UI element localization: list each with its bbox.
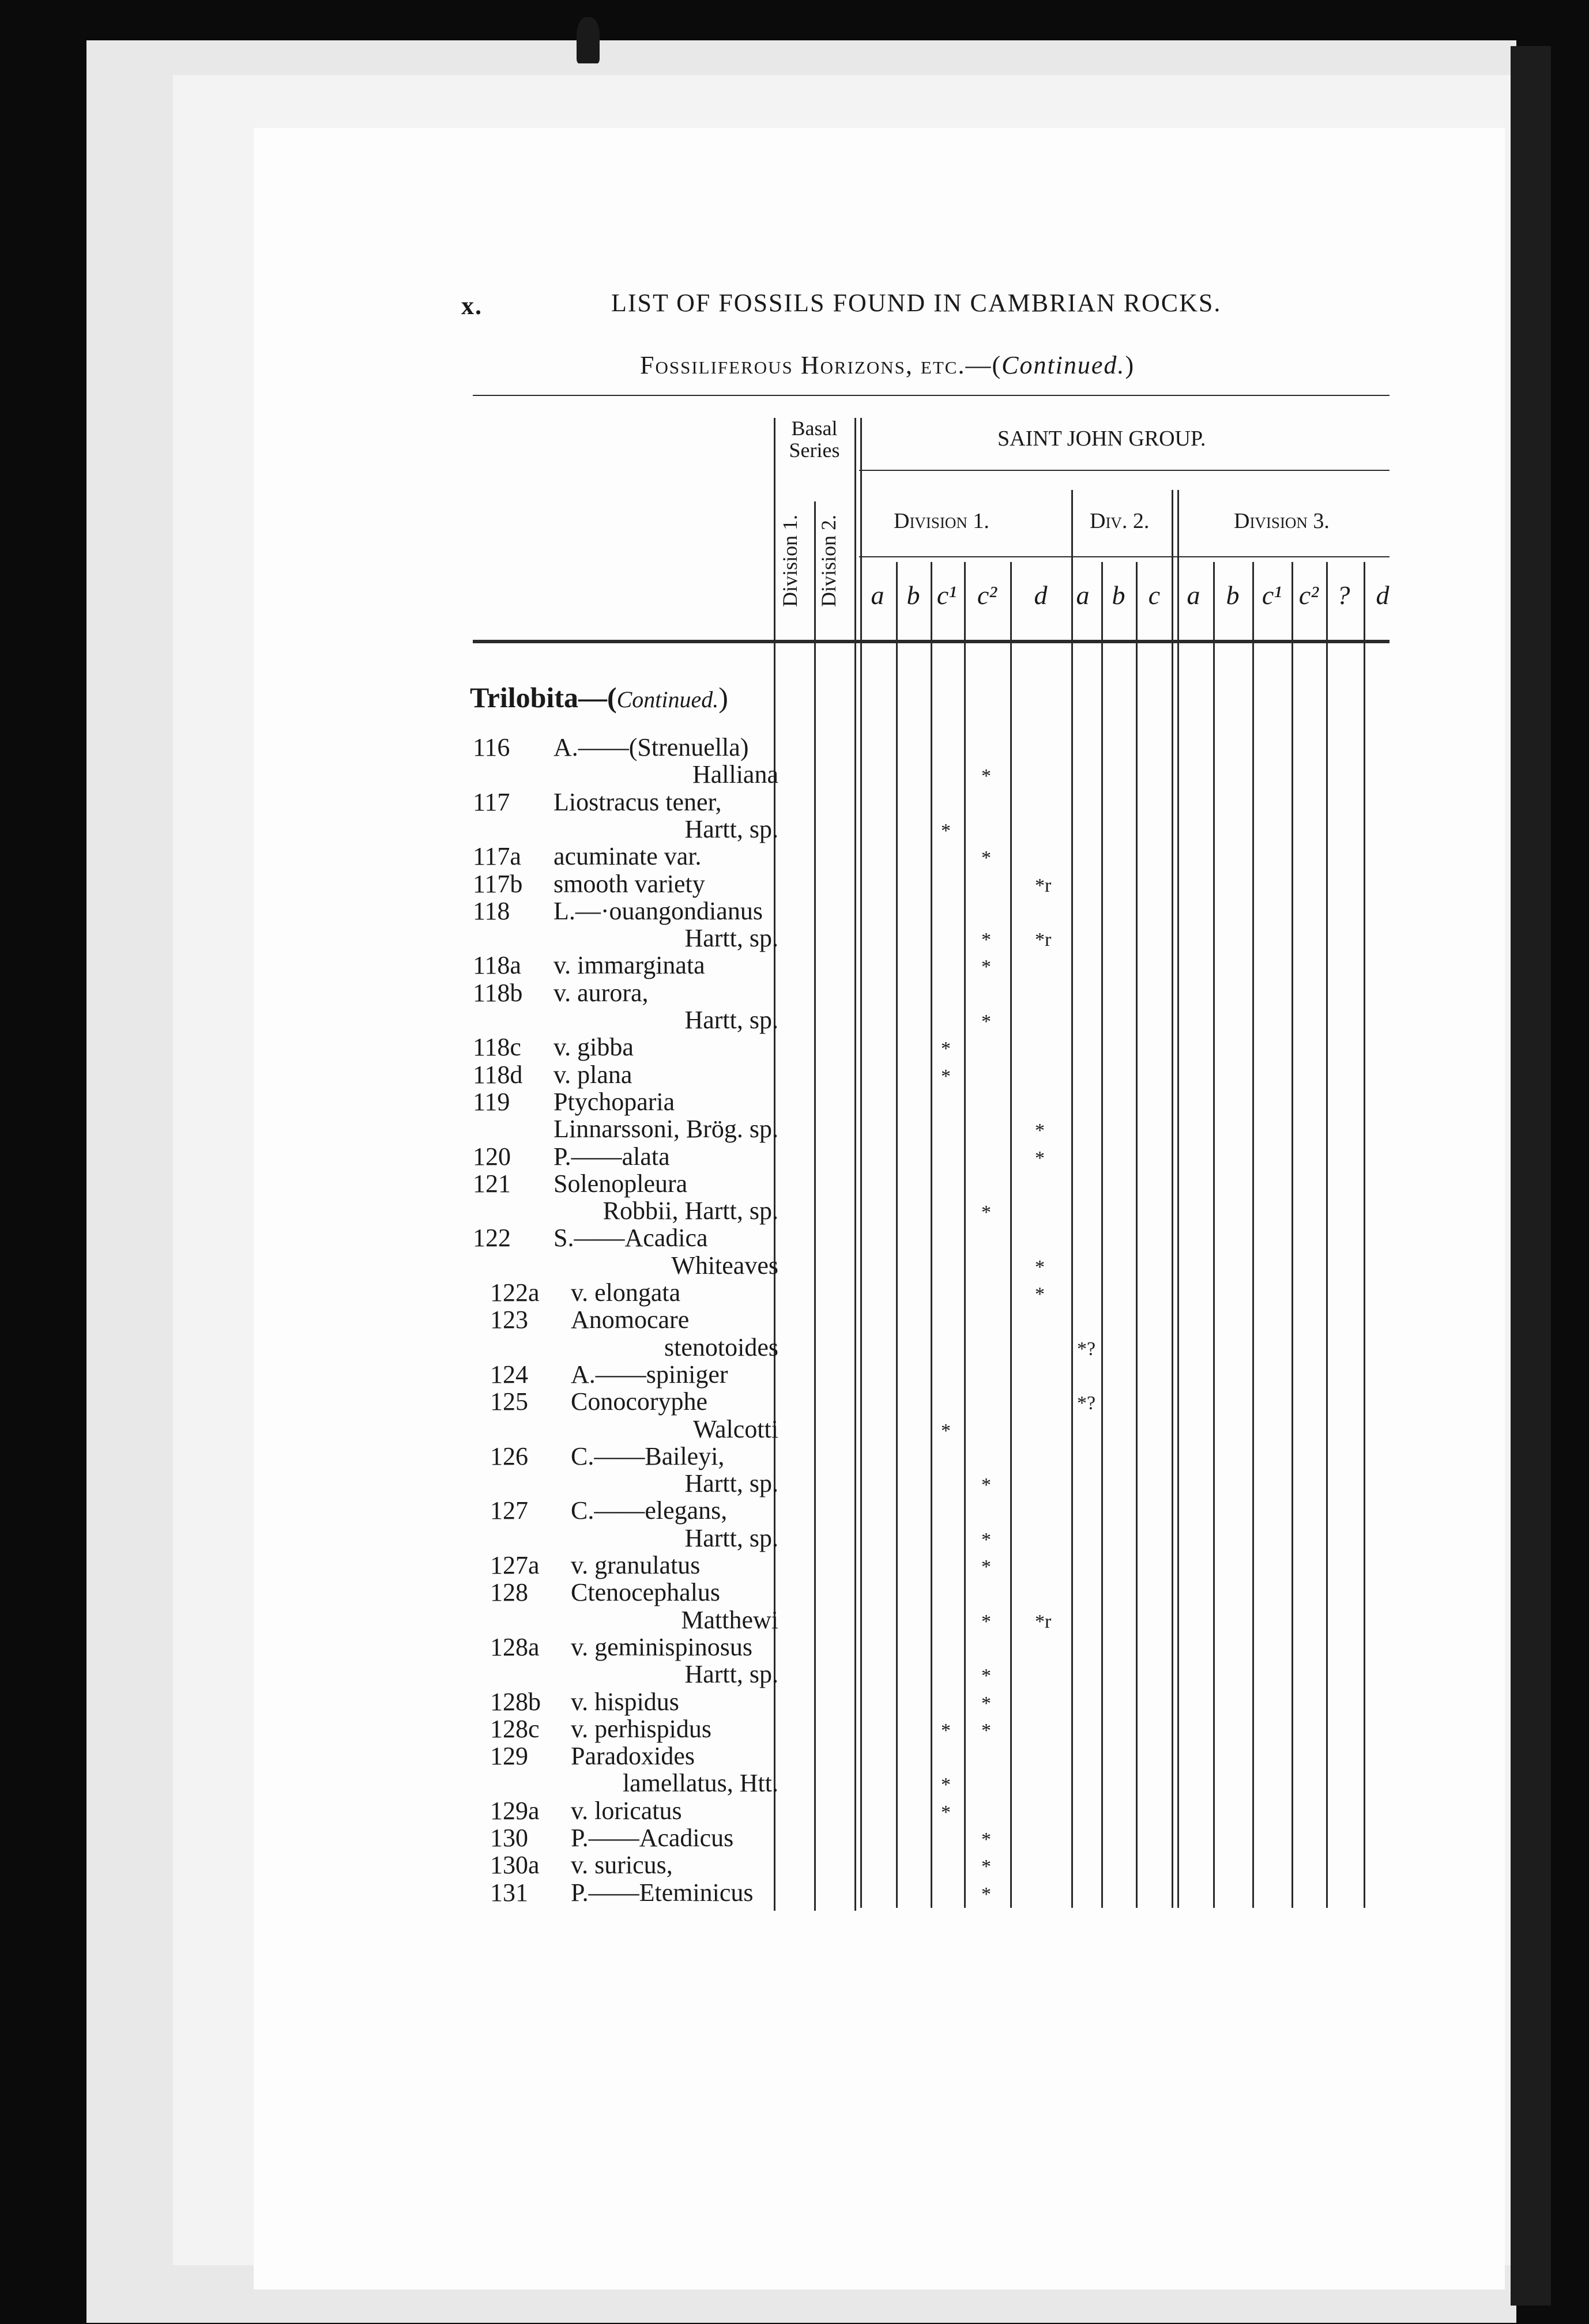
taxon-name-continued: Linnarssoni, Brög. sp. bbox=[553, 1115, 778, 1143]
occurrence-mark: * bbox=[941, 1066, 951, 1087]
taxon-name-continued: Walcotti bbox=[693, 1415, 778, 1443]
basal-division-label: Division 2. bbox=[817, 515, 840, 608]
column-rule bbox=[1010, 562, 1012, 1908]
taxon-name-continued: Whiteaves bbox=[671, 1251, 778, 1280]
row-number: 127 bbox=[490, 1496, 528, 1525]
taxon-name: Conocoryphe bbox=[571, 1387, 708, 1416]
sub-column-label: c² bbox=[977, 580, 997, 610]
column-rule bbox=[1172, 490, 1173, 1908]
taxon-name-continued: stenotoides bbox=[664, 1333, 778, 1361]
taxon-name: v. loricatus bbox=[571, 1797, 682, 1825]
taxon-name: v. suricus, bbox=[571, 1851, 673, 1879]
taxon-name: smooth variety bbox=[553, 870, 705, 898]
column-rule bbox=[964, 562, 966, 1908]
column-rule bbox=[854, 418, 856, 1911]
taxon-name: P.——Acadicus bbox=[571, 1824, 734, 1852]
row-number: 126 bbox=[490, 1442, 528, 1470]
occurrence-mark: * bbox=[1035, 1284, 1045, 1305]
taxon-name: C.——Baileyi, bbox=[571, 1442, 725, 1470]
row-number: 128 bbox=[490, 1578, 528, 1606]
column-rule bbox=[896, 562, 898, 1908]
occurrence-mark: *r bbox=[1035, 1611, 1052, 1632]
row-number: 117b bbox=[473, 870, 523, 898]
sub-column-label: c¹ bbox=[1262, 580, 1282, 610]
taxon-name: Paradoxides bbox=[571, 1742, 695, 1770]
row-number: 123 bbox=[490, 1306, 528, 1334]
occurrence-mark: * bbox=[981, 1474, 991, 1496]
occurrence-mark: * bbox=[941, 1420, 951, 1442]
subtitle-main: Fossiliferous Horizons, etc.—( bbox=[640, 351, 1002, 379]
sub-column-label: c² bbox=[1298, 580, 1319, 610]
taxon-name: S.——Acadica bbox=[553, 1224, 708, 1252]
taxon-name-continued: Hartt, sp. bbox=[684, 815, 778, 843]
occurrence-mark: * bbox=[941, 1038, 951, 1059]
row-number: 128a bbox=[490, 1633, 540, 1661]
occurrence-mark: * bbox=[981, 1202, 991, 1223]
sub-column-label: a bbox=[871, 580, 884, 610]
taxon-name: v. granulatus bbox=[571, 1551, 701, 1579]
row-number: 130a bbox=[490, 1851, 540, 1879]
occurrence-mark: * bbox=[981, 847, 991, 869]
column-rule bbox=[1252, 562, 1254, 1908]
row-number: 118a bbox=[473, 951, 521, 979]
taxon-name: v. plana bbox=[553, 1061, 632, 1089]
occurrence-mark: * bbox=[981, 1011, 991, 1032]
basal-series-label: Basal Series bbox=[789, 417, 840, 462]
taxon-name-continued: Hartt, sp. bbox=[684, 1469, 778, 1497]
taxon-name: Liostracus tener, bbox=[553, 788, 722, 816]
row-number: 121 bbox=[473, 1169, 511, 1198]
column-rule bbox=[1326, 562, 1328, 1908]
row-number: 122a bbox=[490, 1278, 540, 1307]
subtitle-close: ) bbox=[1125, 351, 1135, 379]
taxon-name-continued: Robbii, Hartt, sp. bbox=[603, 1197, 778, 1225]
taxon-name: C.——elegans, bbox=[571, 1496, 728, 1525]
taxon-name-continued: Hartt, sp. bbox=[684, 1524, 778, 1552]
taxon-name: v. hispidus bbox=[571, 1688, 679, 1716]
taxon-name: Ctenocephalus bbox=[571, 1578, 721, 1606]
taxon-name: P.——Eteminicus bbox=[571, 1878, 754, 1907]
section-title-close: ) bbox=[718, 681, 728, 714]
sub-column-label: ? bbox=[1336, 580, 1350, 610]
occurrence-mark: *? bbox=[1077, 1393, 1096, 1414]
occurrence-mark: * bbox=[981, 1884, 991, 1905]
taxon-name: v. aurora, bbox=[553, 979, 649, 1007]
occurrence-mark: * bbox=[981, 1529, 991, 1550]
taxon-name: L.—·ouangondianus bbox=[553, 897, 763, 925]
taxon-name-continued: Hartt, sp. bbox=[684, 1006, 778, 1034]
taxon-name: Anomocare bbox=[571, 1306, 690, 1334]
row-number: 116 bbox=[473, 733, 510, 761]
taxon-name: v. elongata bbox=[571, 1278, 681, 1307]
occurrence-mark: * bbox=[981, 956, 991, 978]
section-title bbox=[470, 683, 728, 712]
book-binding-edge bbox=[1511, 46, 1551, 2306]
sub-column-label: c bbox=[1148, 580, 1161, 610]
occurrence-mark: *r bbox=[1035, 875, 1052, 896]
taxon-name-continued: Halliana bbox=[692, 760, 778, 788]
column-rule bbox=[1071, 490, 1073, 1908]
occurrence-mark: * bbox=[981, 1556, 991, 1578]
sub-column-label: a bbox=[1187, 580, 1200, 610]
taxon-name: acuminate var. bbox=[553, 842, 702, 870]
occurrence-mark: * bbox=[981, 765, 991, 787]
row-number: 131 bbox=[490, 1878, 528, 1907]
occurrence-mark: * bbox=[1035, 1120, 1045, 1141]
row-number: 128b bbox=[490, 1688, 541, 1716]
occurrence-mark: * bbox=[981, 1856, 991, 1877]
taxon-name: A.——(Strenuella) bbox=[553, 733, 749, 761]
column-rule bbox=[814, 501, 816, 1911]
occurrence-mark: * bbox=[981, 1829, 991, 1850]
taxon-name-continued: lamellatus, Htt. bbox=[622, 1769, 778, 1797]
sub-column-label: b bbox=[1226, 580, 1240, 610]
occurrence-mark: * bbox=[981, 1665, 991, 1687]
row-number: 125 bbox=[490, 1387, 528, 1416]
column-rule bbox=[1364, 562, 1365, 1908]
row-number: 119 bbox=[473, 1088, 510, 1116]
row-number: 120 bbox=[473, 1142, 511, 1171]
row-number: 129a bbox=[490, 1797, 540, 1825]
scan-artifact bbox=[577, 17, 600, 63]
occurrence-mark: * bbox=[981, 1720, 991, 1741]
column-rule bbox=[931, 562, 932, 1908]
occurrence-mark: *r bbox=[1035, 929, 1052, 950]
document-page bbox=[254, 128, 1505, 2289]
occurrence-mark: * bbox=[941, 820, 951, 842]
division-underline bbox=[859, 556, 1390, 557]
section-title-continued: Continued. bbox=[616, 686, 719, 712]
row-number: 117 bbox=[473, 788, 510, 816]
row-number: 118c bbox=[473, 1033, 521, 1061]
row-number: 118d bbox=[473, 1061, 523, 1089]
basal-division-label: Division 1. bbox=[778, 515, 801, 608]
row-number: 130 bbox=[490, 1824, 528, 1852]
sub-column-label: d bbox=[1376, 580, 1390, 610]
sub-column-label: c¹ bbox=[936, 580, 957, 610]
taxon-name: v. geminispinosus bbox=[571, 1633, 752, 1661]
taxon-name: v. immarginata bbox=[553, 951, 705, 979]
row-number: 124 bbox=[490, 1360, 528, 1389]
column-rule bbox=[1136, 562, 1138, 1908]
row-number: 129 bbox=[490, 1742, 528, 1770]
sub-column-label: d bbox=[1034, 580, 1048, 610]
subtitle-continued: Continued. bbox=[1001, 351, 1125, 379]
occurrence-mark: * bbox=[1035, 1257, 1045, 1278]
column-rule bbox=[1101, 562, 1103, 1908]
row-number: 117a bbox=[473, 842, 521, 870]
column-rule bbox=[1177, 490, 1179, 1908]
occurrence-mark: * bbox=[981, 1611, 991, 1632]
taxon-name: A.——spiniger bbox=[571, 1360, 728, 1389]
taxon-name: Solenopleura bbox=[553, 1169, 688, 1198]
taxon-name-continued: Hartt, sp. bbox=[684, 924, 778, 952]
taxon-name: v. perhispidus bbox=[571, 1715, 712, 1743]
occurrence-mark: * bbox=[1035, 1148, 1045, 1169]
row-number: 127a bbox=[490, 1551, 540, 1579]
occurrence-mark: *? bbox=[1077, 1338, 1096, 1360]
occurrence-mark: * bbox=[941, 1720, 951, 1741]
division-1-label: Division 1. bbox=[894, 509, 989, 533]
column-rule bbox=[1291, 562, 1293, 1908]
row-number: 122 bbox=[473, 1224, 511, 1252]
taxon-name: Ptychoparia bbox=[553, 1088, 675, 1116]
section-title-text: Trilobita—( bbox=[470, 681, 617, 714]
sub-column-label: b bbox=[1112, 580, 1125, 610]
division-2-label: Div. 2. bbox=[1090, 509, 1150, 533]
taxon-name-continued: Hartt, sp. bbox=[684, 1660, 778, 1688]
row-number: 118b bbox=[473, 979, 523, 1007]
occurrence-mark: * bbox=[981, 1693, 991, 1714]
subtitle bbox=[640, 350, 1135, 380]
taxon-name-continued: Matthewi bbox=[681, 1606, 778, 1634]
row-number: 118 bbox=[473, 897, 510, 925]
column-rule bbox=[1213, 562, 1215, 1908]
occurrence-mark: * bbox=[981, 929, 991, 950]
running-title: LIST OF FOSSILS FOUND IN CAMBRIAN ROCKS. bbox=[611, 289, 1222, 317]
taxon-name: P.——alata bbox=[553, 1142, 670, 1171]
row-number: 128c bbox=[490, 1715, 540, 1743]
sub-column-label: a bbox=[1076, 580, 1090, 610]
table-top-rule bbox=[473, 395, 1390, 396]
occurrence-mark: * bbox=[941, 1774, 951, 1795]
group-underline bbox=[859, 470, 1390, 471]
saint-john-group-label: SAINT JOHN GROUP. bbox=[997, 427, 1206, 451]
taxon-name: v. gibba bbox=[553, 1033, 634, 1061]
page-number: x. bbox=[461, 292, 483, 320]
division-3-label: Division 3. bbox=[1234, 509, 1330, 533]
occurrence-mark: * bbox=[941, 1802, 951, 1823]
column-rule bbox=[860, 418, 862, 1908]
sub-column-label: b bbox=[906, 580, 920, 610]
